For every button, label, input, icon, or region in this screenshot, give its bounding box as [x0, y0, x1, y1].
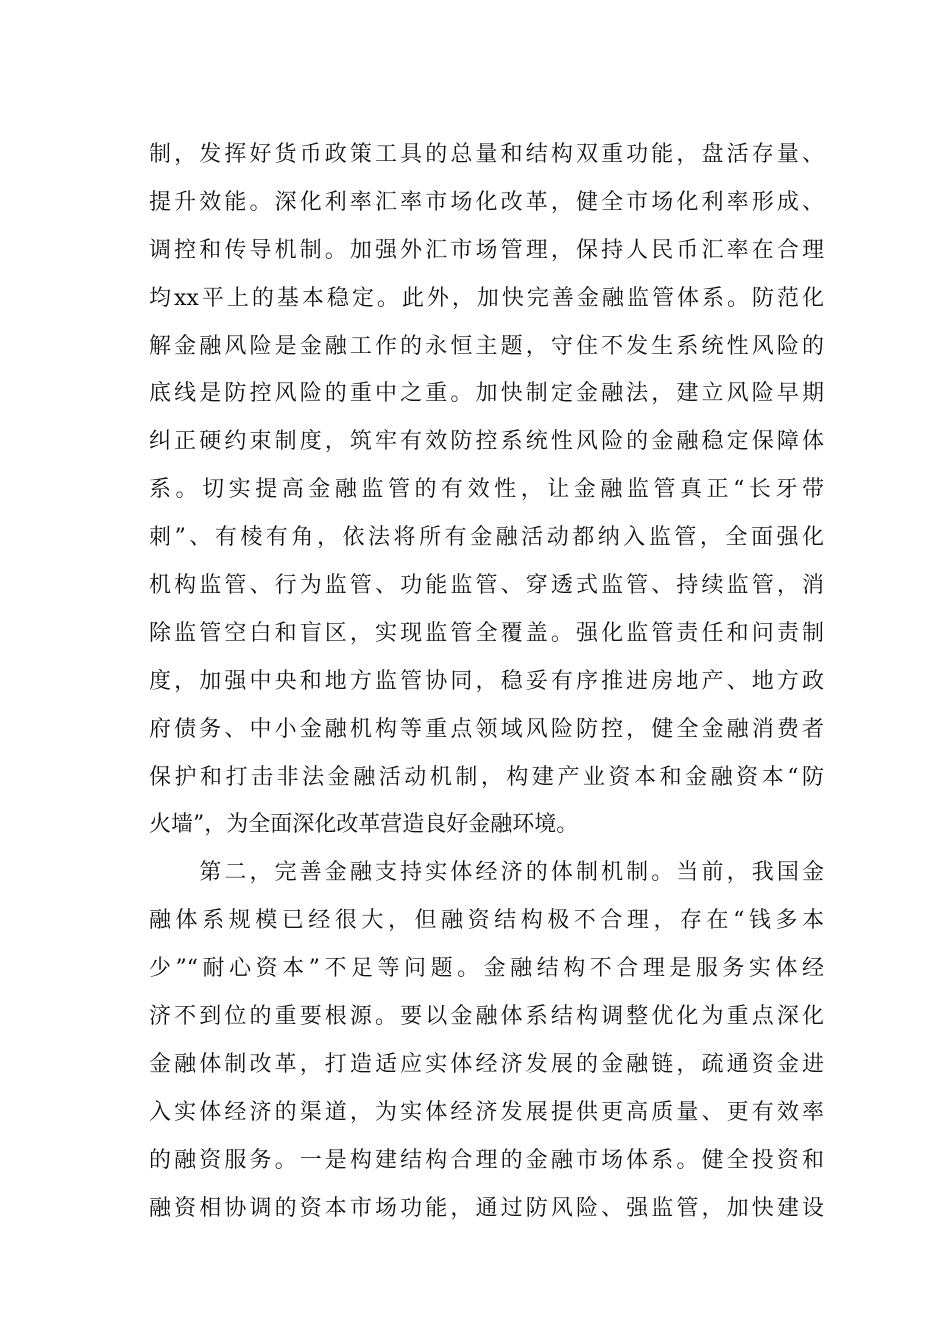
- text-line: 少”“耐心资本”不足等问题。金融结构不合理是服务实体经: [149, 956, 824, 982]
- text-line: 的融资服务。一是构建结构合理的金融市场体系。健全投资和: [149, 1147, 824, 1173]
- paragraph-financial-support-real-economy: [149, 849, 824, 1232]
- text-line: 济不到位的重要根源。要以金融体系结构调整优化为重点深化: [149, 1004, 824, 1030]
- text-line: 制，发挥好货币政策工具的总量和结构双重功能，盘活存量、: [149, 142, 824, 167]
- text-line: 融体系规模已经很大，但融资结构极不合理，存在“钱多本: [149, 908, 824, 934]
- text-line: 机构监管、行为监管、功能监管、穿透式监管、持续监管，消: [149, 573, 824, 599]
- text-line: 底线是防控风险的重中之重。加快制定金融法，建立风险早期: [149, 381, 824, 407]
- text-line: 府债务、中小金融机构等重点领域风险防控，健全金融消费者: [149, 716, 824, 742]
- text-line: 纠正硬约束制度，筑牢有效防控系统性风险的金融稳定保障体: [149, 429, 824, 455]
- text-line: 提升效能。深化利率汇率市场化改革，健全市场化利率形成、: [149, 189, 824, 215]
- text-line: 火墙”，为全面深化改革营造良好金融环境。: [149, 812, 579, 838]
- text-line: 解金融风险是金融工作的永恒主题，守住不发生系统性风险的: [149, 333, 824, 359]
- text-line: 保护和打击非法金融活动机制，构建产业资本和金融资本“防: [149, 764, 824, 790]
- text-line: 第二，完善金融支持实体经济的体制机制。当前，我国金: [149, 860, 824, 886]
- text-line: 度，加强中央和地方监管协同，稳妥有序推进房地产、地方政: [149, 668, 824, 694]
- text-line: 除监管空白和盲区，实现监管全覆盖。强化监管责任和问责制: [149, 620, 824, 646]
- text-line: 融资相协调的资本市场功能，通过防风险、强监管，加快建设: [149, 1195, 824, 1221]
- text-line: 调控和传导机制。加强外汇市场管理，保持人民币汇率在合理: [149, 237, 824, 263]
- text-line: 金融体制改革，打造适应实体经济发展的金融链，疏通资金进: [149, 1051, 824, 1077]
- document-page: [149, 131, 824, 1232]
- text-line: 系。切实提高金融监管的有效性，让金融监管真正“长牙带: [149, 477, 824, 503]
- paragraph-financial-regulation: [149, 131, 824, 849]
- text-line: 均xx平上的基本稳定。此外，加快完善金融监管体系。防范化: [149, 285, 824, 311]
- text-line: 入实体经济的渠道，为实体经济发展提供更高质量、更有效率: [149, 1099, 824, 1125]
- text-line: 刺”、有棱有角，依法将所有金融活动都纳入监管，全面强化: [149, 525, 824, 551]
